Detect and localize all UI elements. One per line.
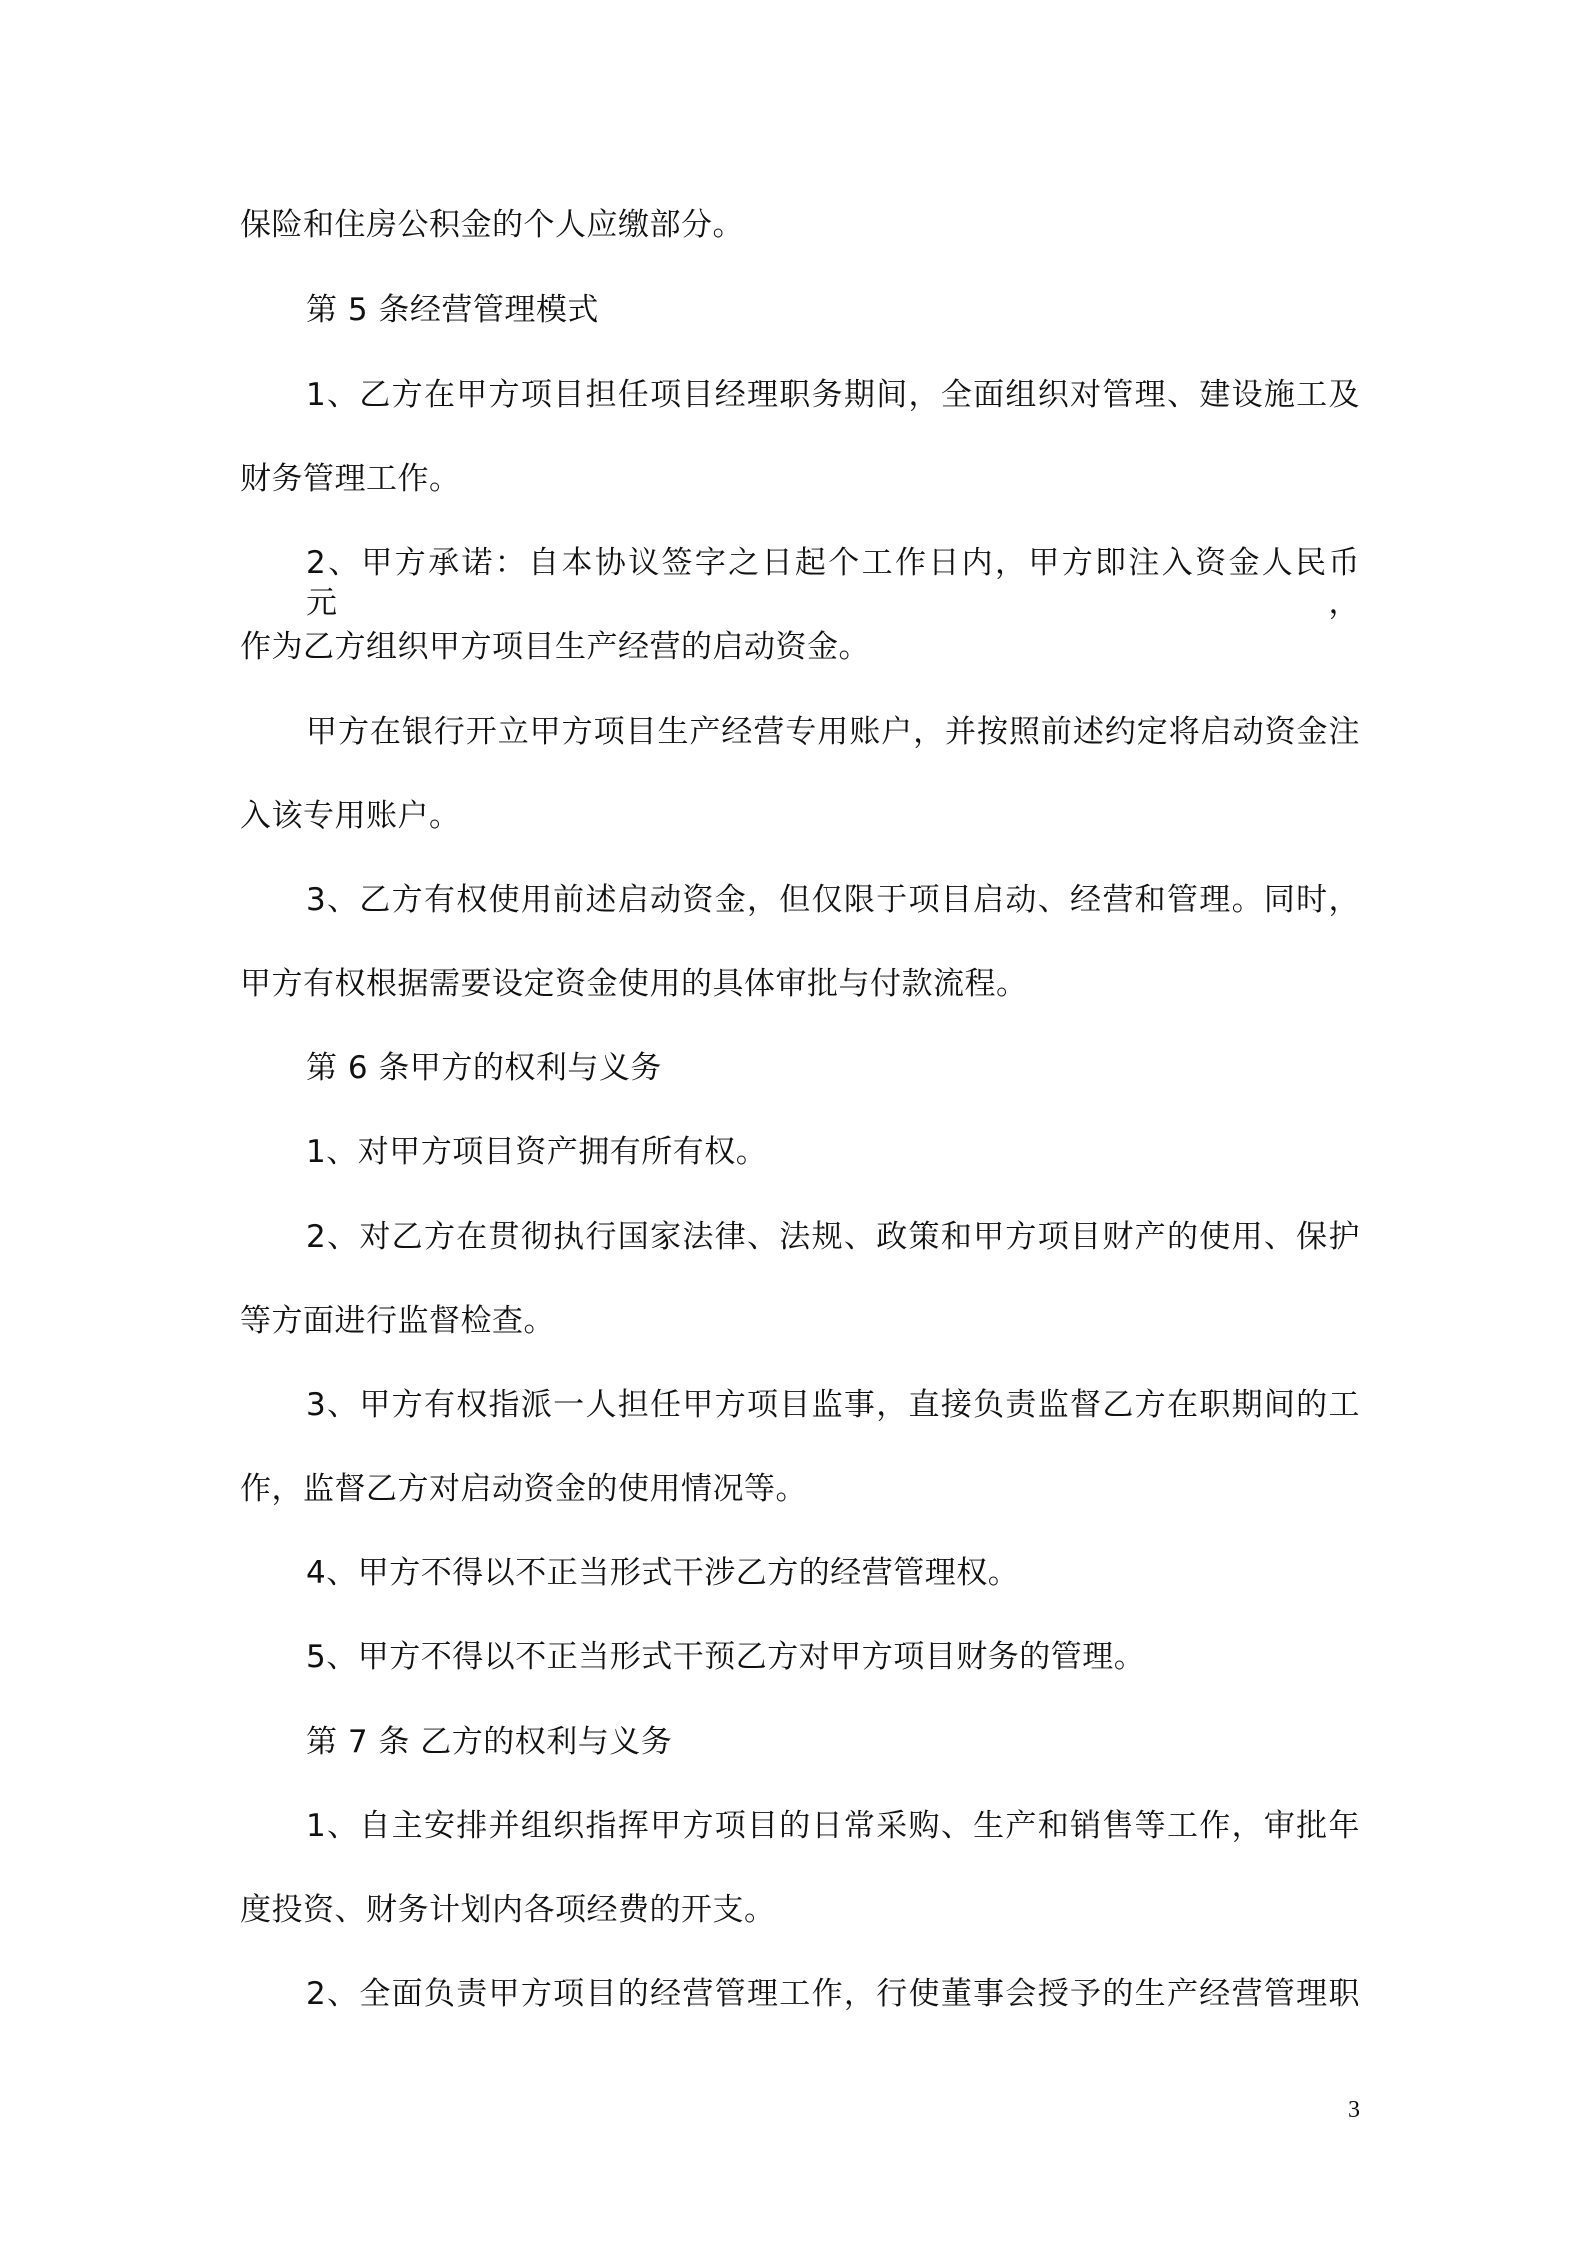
paragraph-line: 作，监督乙方对启动资金的使用情况等。 [240,1471,807,1507]
paragraph-line: 2、甲方承诺：自本协议签字之日起个工作日内，甲方即注入资金人民币元， [306,545,1360,621]
paragraph-line: 4、甲方不得以不正当形式干涉乙方的经营管理权。 [306,1555,1020,1591]
paragraph-line: 入该专用账户。 [240,798,461,834]
paragraph-line: 1、自主安排并组织指挥甲方项目的日常采购、生产和销售等工作，审批年 [306,1808,1360,1844]
paragraph-line: 2、全面负责甲方项目的经营管理工作，行使董事会授予的生产经营管理职 [306,1976,1360,2012]
paragraph-line: 财务管理工作。 [240,461,461,497]
paragraph-line: 甲方有权根据需要设定资金使用的具体审批与付款流程。 [240,966,1028,1002]
paragraph-line: 3、乙方有权使用前述启动资金，但仅限于项目启动、经营和管理。同时， [306,882,1360,918]
article-heading: 第 5 条经营管理模式 [306,292,599,328]
paragraph-line: 甲方在银行开立甲方项目生产经营专用账户，并按照前述约定将启动资金注 [306,714,1360,750]
paragraph-line: 3、甲方有权指派一人担任甲方项目监事，直接负责监督乙方在职期间的工 [306,1387,1360,1423]
paragraph-line: 1、对甲方项目资产拥有所有权。 [306,1134,768,1170]
paragraph-line: 1、乙方在甲方项目担任项目经理职务期间，全面组织对管理、建设施工及 [306,377,1360,413]
article-heading: 第 7 条 乙方的权利与义务 [306,1724,673,1760]
paragraph-line: 2、对乙方在贯彻执行国家法律、法规、政策和甲方项目财产的使用、保护 [306,1219,1360,1255]
paragraph-line: 5、甲方不得以不正当形式干预乙方对甲方项目财务的管理。 [306,1639,1146,1675]
paragraph-line: 作为乙方组织甲方项目生产经营的启动资金。 [240,629,870,665]
paragraph-line: 度投资、财务计划内各项经费的开支。 [240,1892,776,1928]
paragraph-line: 等方面进行监督检查。 [240,1303,555,1339]
paragraph-line: 保险和住房公积金的个人应缴部分。 [240,207,744,243]
page-number: 3 [1348,2097,1360,2123]
article-heading: 第 6 条甲方的权利与义务 [306,1050,662,1086]
